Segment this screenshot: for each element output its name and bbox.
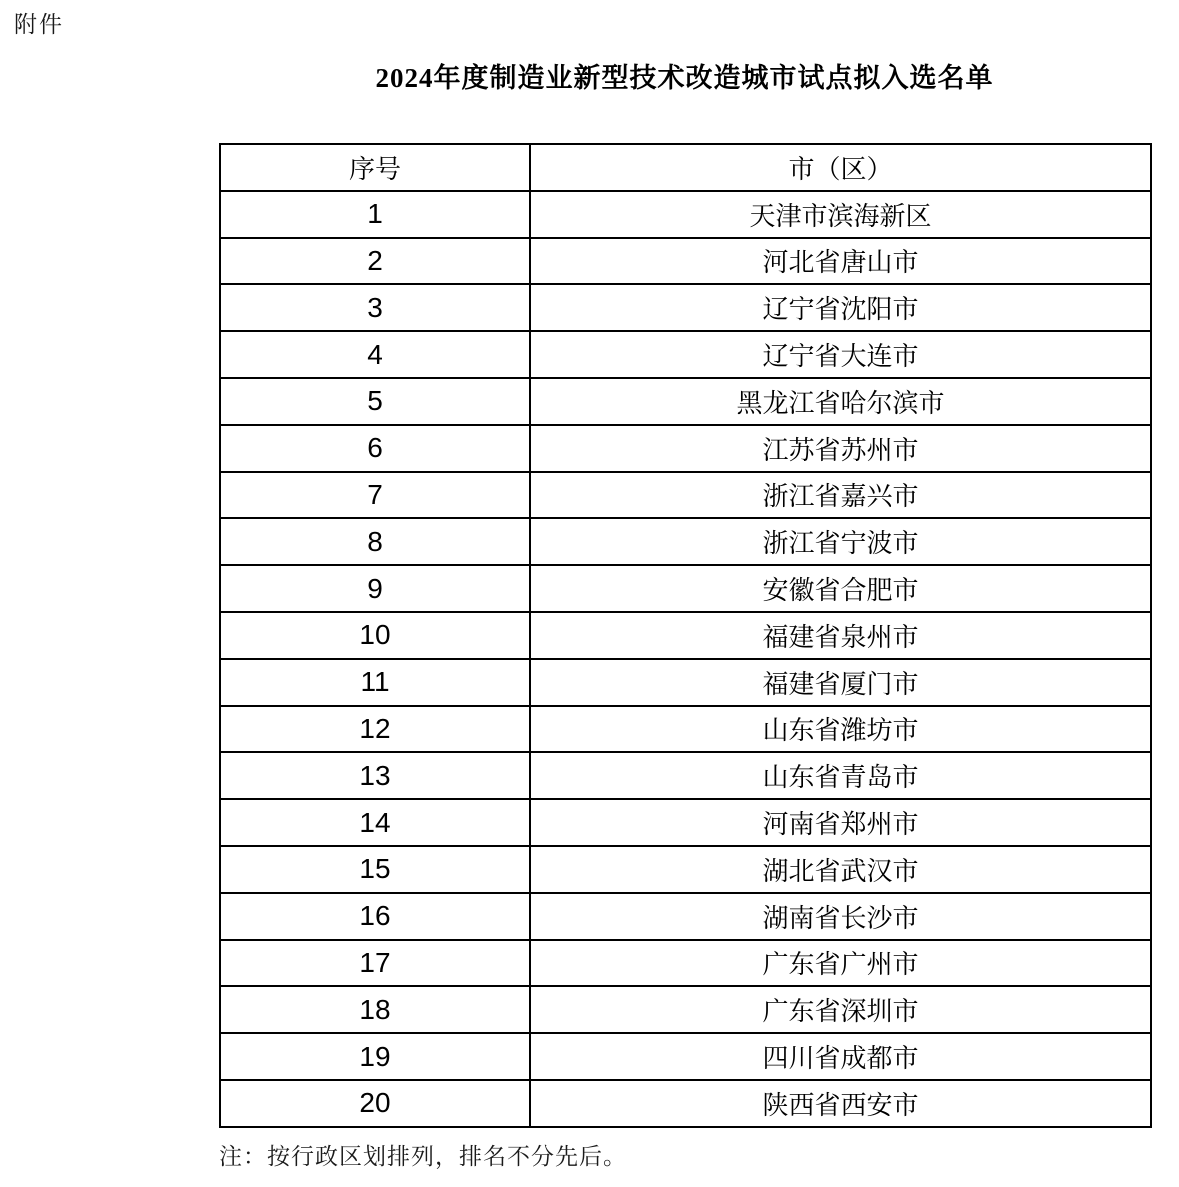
row-number-cell: 4 (220, 331, 530, 378)
row-number-cell: 12 (220, 706, 530, 753)
table-row (220, 191, 1151, 238)
table-row (220, 706, 1151, 753)
city-cell: 辽宁省沈阳市 (530, 284, 1151, 331)
table-row (220, 986, 1151, 1033)
city-cell: 河北省唐山市 (530, 238, 1151, 285)
city-cell: 福建省泉州市 (530, 612, 1151, 659)
row-number-cell: 9 (220, 565, 530, 612)
table-row (220, 659, 1151, 706)
row-number-cell: 16 (220, 893, 530, 940)
table-row (220, 472, 1151, 519)
table-row (220, 799, 1151, 846)
city-cell: 湖北省武汉市 (530, 846, 1151, 893)
row-number-cell: 20 (220, 1080, 530, 1127)
city-cell: 安徽省合肥市 (530, 565, 1151, 612)
table-body (220, 191, 1151, 1127)
table-row (220, 425, 1151, 472)
row-number-cell: 19 (220, 1033, 530, 1080)
city-cell: 黑龙江省哈尔滨市 (530, 378, 1151, 425)
table-row (220, 565, 1151, 612)
city-cell: 广东省广州市 (530, 940, 1151, 987)
table-row (220, 518, 1151, 565)
city-cell: 四川省成都市 (530, 1033, 1151, 1080)
city-cell: 广东省深圳市 (530, 986, 1151, 1033)
row-number-cell: 1 (220, 191, 530, 238)
row-number-cell: 6 (220, 425, 530, 472)
table-row (220, 612, 1151, 659)
row-number-cell: 10 (220, 612, 530, 659)
table-row (220, 752, 1151, 799)
table-row (220, 1033, 1151, 1080)
row-number-cell: 2 (220, 238, 530, 285)
row-number-cell: 17 (220, 940, 530, 987)
row-number-cell: 3 (220, 284, 530, 331)
row-number-cell: 18 (220, 986, 530, 1033)
city-cell: 福建省厦门市 (530, 659, 1151, 706)
city-cell: 天津市滨海新区 (530, 191, 1151, 238)
city-cell: 山东省潍坊市 (530, 706, 1151, 753)
city-cell: 浙江省嘉兴市 (530, 472, 1151, 519)
city-cell: 江苏省苏州市 (530, 425, 1151, 472)
table-row (220, 893, 1151, 940)
table-row (220, 846, 1151, 893)
table-row (220, 940, 1151, 987)
column-header-city: 市（区） (530, 144, 1151, 191)
row-number-cell: 11 (220, 659, 530, 706)
column-header-seq: 序号 (220, 144, 530, 191)
table-row (220, 331, 1151, 378)
city-cell: 河南省郑州市 (530, 799, 1151, 846)
table-row (220, 238, 1151, 285)
row-number-cell: 5 (220, 378, 530, 425)
table-row (220, 284, 1151, 331)
row-number-cell: 14 (220, 799, 530, 846)
attachment-label: 附件 (14, 12, 64, 37)
row-number-cell: 8 (220, 518, 530, 565)
page-title: 2024年度制造业新型技术改造城市试点拟入选名单 (375, 63, 994, 93)
row-number-cell: 7 (220, 472, 530, 519)
table-row (220, 378, 1151, 425)
table-row (220, 1080, 1151, 1127)
city-cell: 湖南省长沙市 (530, 893, 1151, 940)
row-number-cell: 13 (220, 752, 530, 799)
city-cell: 山东省青岛市 (530, 752, 1151, 799)
row-number-cell: 15 (220, 846, 530, 893)
pilot-cities-table (219, 143, 1152, 1128)
city-cell: 浙江省宁波市 (530, 518, 1151, 565)
city-cell: 陕西省西安市 (530, 1080, 1151, 1127)
city-cell: 辽宁省大连市 (530, 331, 1151, 378)
table-header-row (220, 144, 1151, 191)
footnote: 注：按行政区划排列，排名不分先后。 (219, 1144, 627, 1169)
